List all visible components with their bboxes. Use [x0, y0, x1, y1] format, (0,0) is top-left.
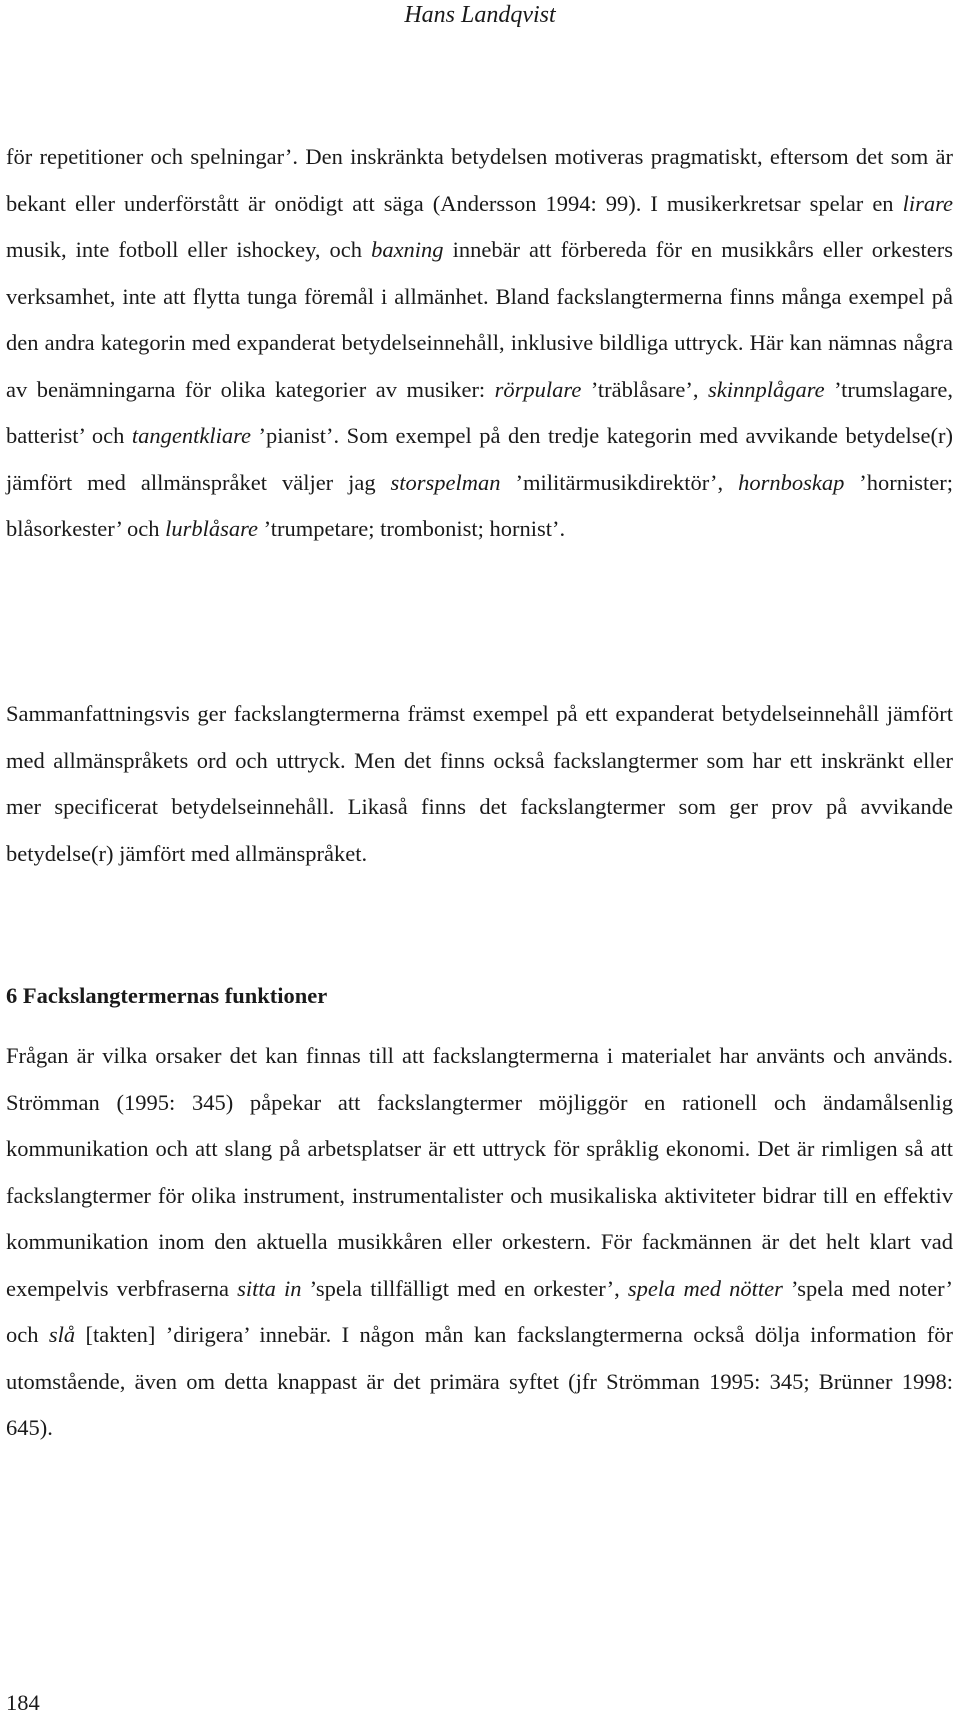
text-run: innebär att förbereda för en musikkårs eller orkesters verksamhet, inte att flytta tunga föremål i allmänhet. Bland fackslangtermerna finns många exempel på den andra kategorin med expanderat betydelseinnehåll, inklusive bildliga uttryck. Här kan nämnas några av benämningarna för olika kategorier av musiker: — [6, 237, 953, 402]
italic-term: tangentkliare — [131, 423, 251, 448]
italic-term: rörpulare — [494, 376, 582, 402]
text-run: [takten] ’dirigera’ innebär. I någon mån kan fackslangtermerna också dölja information för utomstående, även om detta knappast är det primära syftet (jfr Strömman 1995: 345; Brünner 1998: 645). — [6, 1322, 953, 1440]
paragraph-1 — [6, 134, 953, 553]
italic-term: sitta in — [237, 1275, 302, 1301]
text-run: Frågan är vilka orsaker det kan finnas till att fackslangtermerna i materialet har använts och används. Strömman (1995: 345) påpekar att fackslangtermer möjliggör en rationell och ändamålsenlig kommunikation och att slang på arbetsplatser är ett uttryck för språklig ekonomi. Det är rimligen så att fackslangtermer för olika instrument, instrumentalister och musikaliska aktiviteter bidrar till en effektiv kommunikation inom den aktuella musikkåren eller orkestern. För fackmännen är det helt klart vad exempelvis verbfraserna — [6, 1043, 953, 1301]
section-heading: 6 Fackslangtermernas funktioner — [6, 983, 328, 1008]
text-run: ’spela med noter’ och — [6, 1275, 953, 1347]
italic-term: storspelman — [390, 469, 501, 495]
paragraph-2 — [6, 691, 953, 877]
text-run: ’pianist’. Som exempel på den tredje kategorin med avvikande betydelse(r) jämfört med allmänspråket väljer jag — [6, 423, 953, 495]
page-number: 184 — [6, 1690, 40, 1715]
text-run: ’militärmusikdirektör’, — [500, 469, 739, 495]
running-header: Hans Landqvist — [404, 2, 556, 28]
text-run: ’hornister; blåsorkester’ och — [6, 469, 953, 541]
text-run: ’träblåsare’, — [581, 376, 708, 402]
italic-term: slå — [48, 1322, 76, 1347]
paragraph-3 — [6, 1033, 953, 1452]
text-run: Sammanfattningsvis ger fackslangtermerna främst exempel på ett expanderat betydelseinnehåll jämfört med allmänspråkets ord och uttryck. Men det finns också fackslangtermer som har ett inskränkt eller mer specificerat betydelseinnehåll. Likaså finns det fackslangtermer som ger prov på avvikande betydelse(r) jämfört med allmänspråket. — [6, 701, 953, 866]
italic-term: hornboskap — [738, 469, 845, 495]
italic-term: spela med nötter — [627, 1275, 783, 1301]
text-run: ’trumpetare; trombonist; hornist’. — [258, 516, 566, 541]
text-run: ’spela tillfälligt med en orkester’, — [301, 1275, 628, 1301]
text-run: ’trumslagare, batterist’ och — [6, 376, 954, 448]
text-run: musik, inte fotboll eller ishockey, och — [6, 237, 372, 262]
italic-term: baxning — [371, 237, 444, 262]
italic-term: lirare — [902, 190, 953, 216]
text-run: för repetitioner och spelningar’. Den inskränkta betydelsen motiveras pragmatiskt, eftersom det som är bekant eller underförstått är onödigt att säga (Andersson 1994: 99). I musikerkretsar spelar en — [6, 144, 953, 216]
italic-term: skinnplågare — [707, 376, 825, 402]
italic-term: lurblåsare — [165, 516, 259, 541]
